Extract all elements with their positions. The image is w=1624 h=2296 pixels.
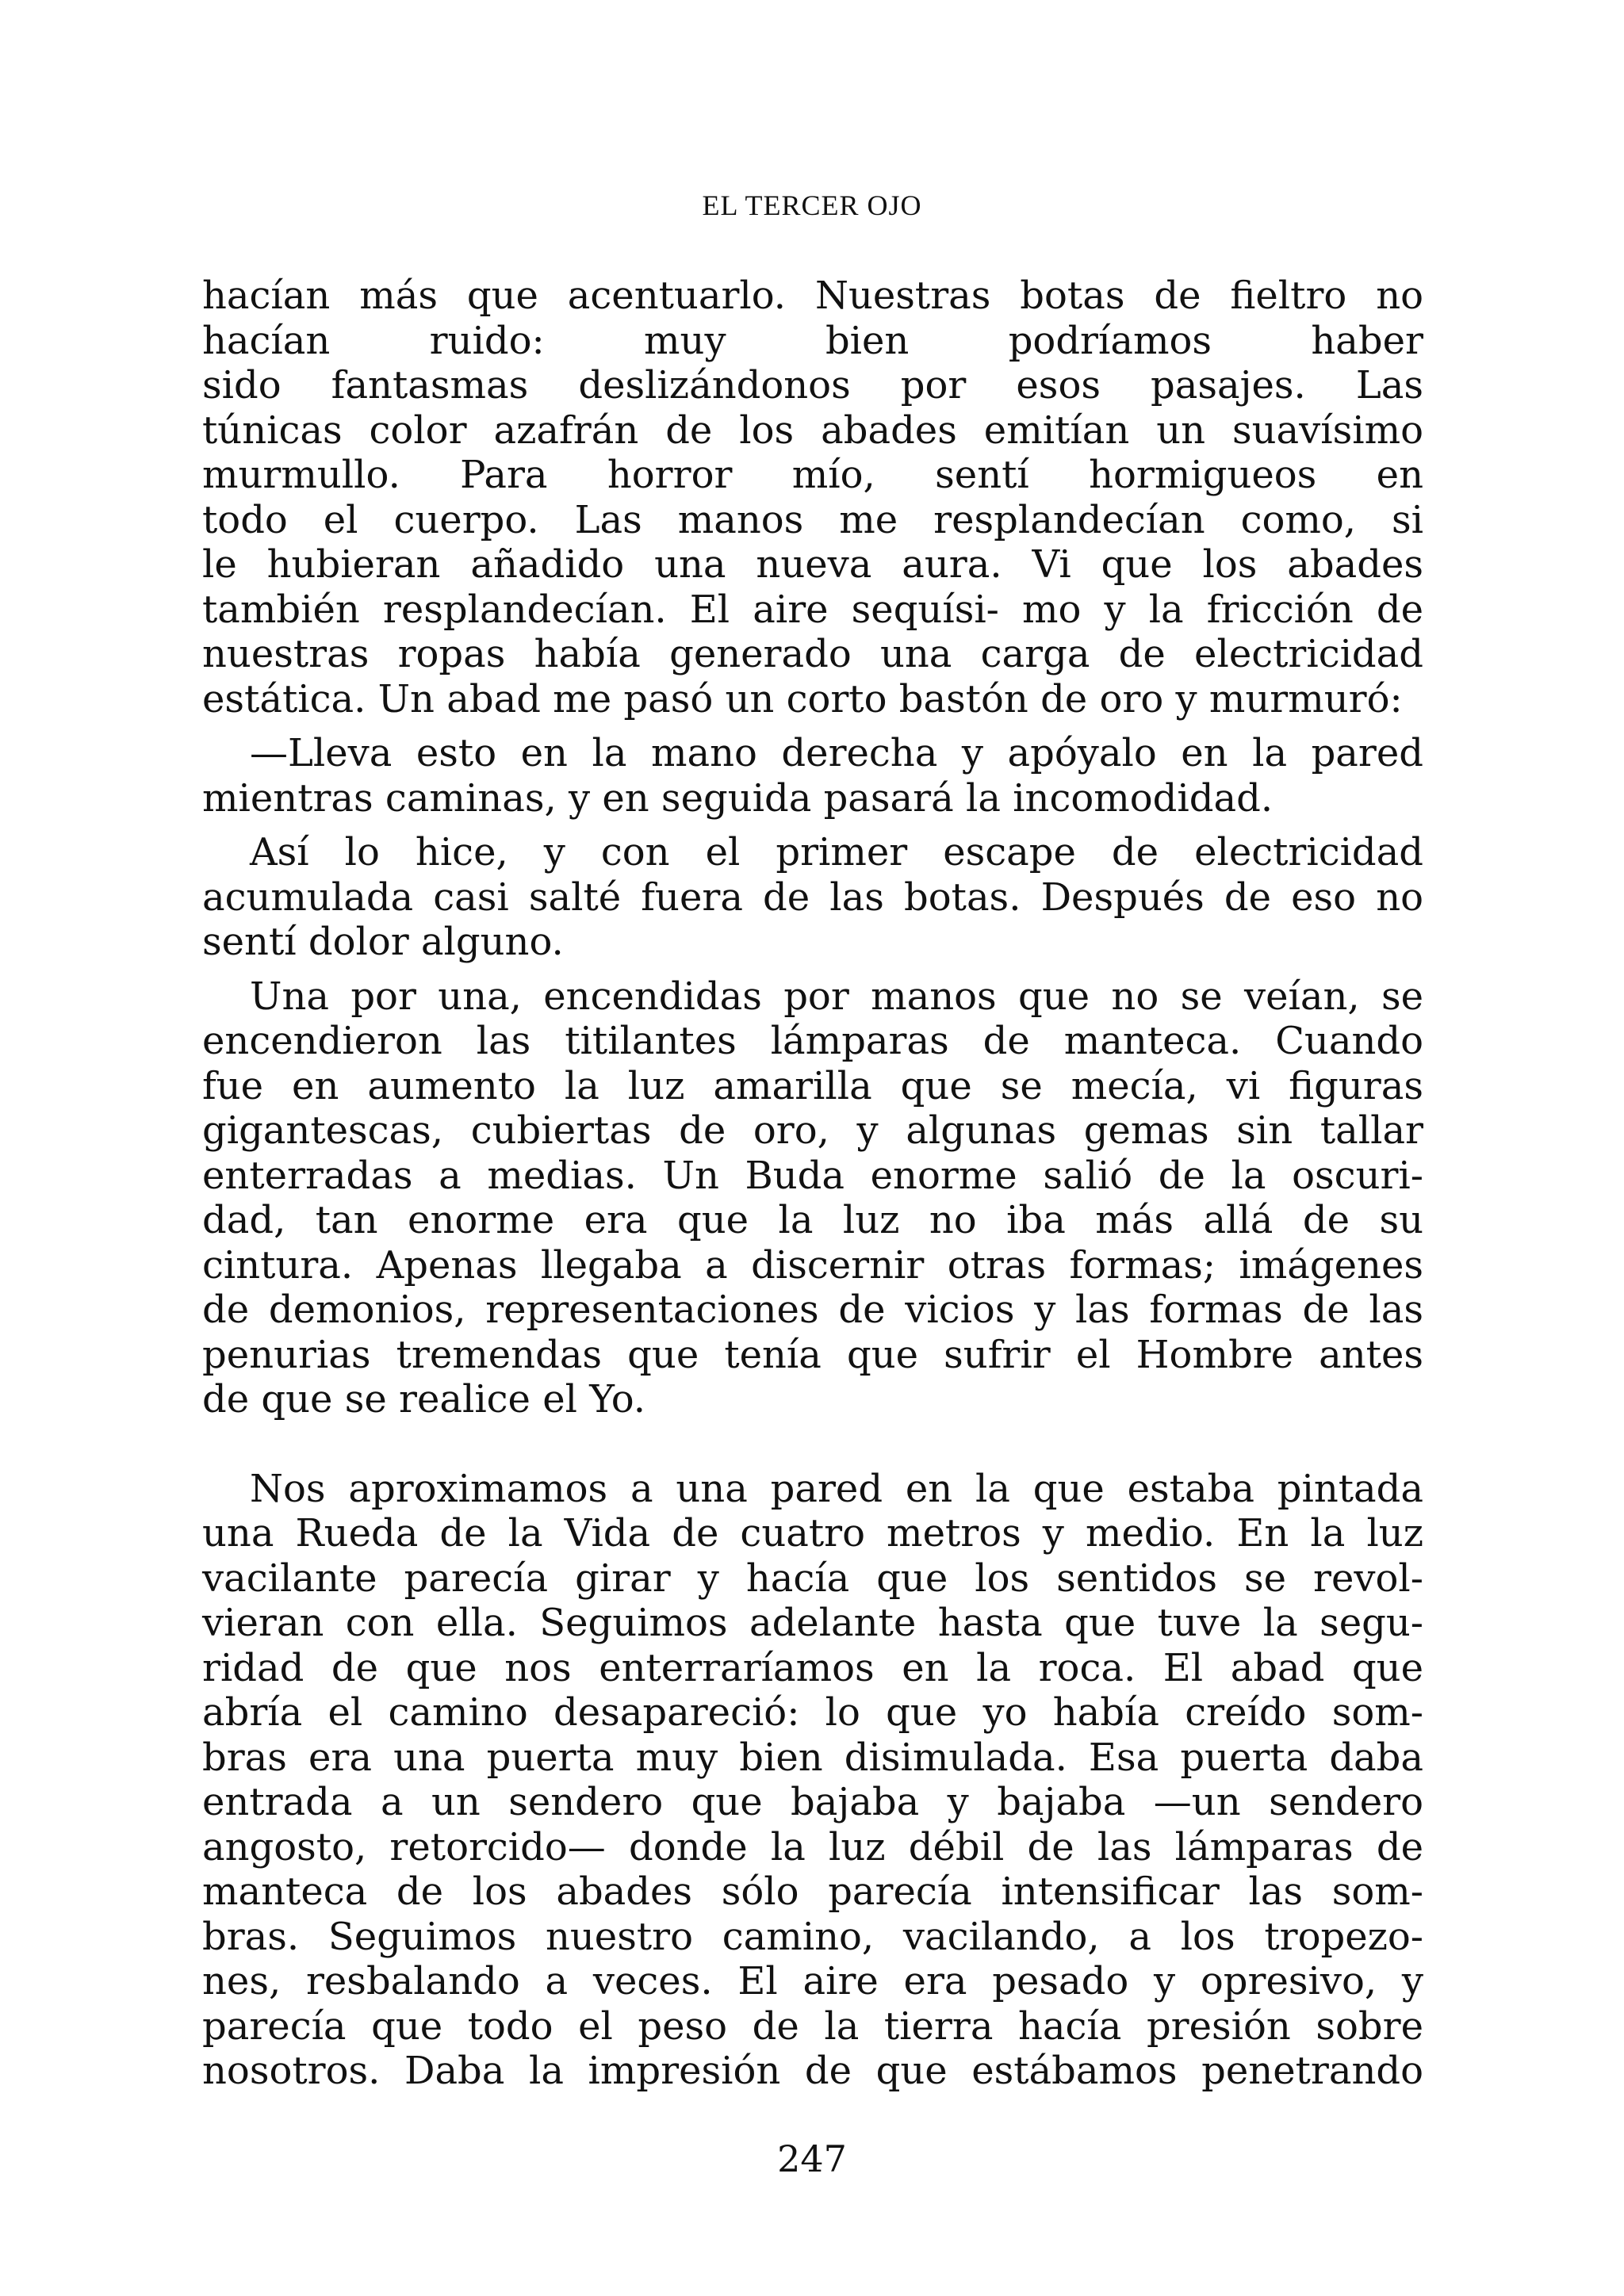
text-line: mientras caminas, y en seguida pasará la incomodidad. [202, 775, 1274, 821]
text-line: encendieron las titilantes lámparas de manteca. Cuando [202, 1019, 1423, 1063]
paragraph [202, 274, 1423, 721]
text-line: fue en aumento la luz amarilla que se mecía, vi figuras [202, 1063, 1423, 1108]
paragraph [202, 974, 1423, 1422]
text-line: nes, resbalando a veces. El aire era pesado y opresivo, y [202, 1959, 1423, 2003]
paragraph [202, 731, 1423, 821]
text-line: abría el camino desapareció: lo que yo había creído som- [202, 1690, 1423, 1735]
text-line: Nos aproximamos a una pared en la que estaba pintada [250, 1466, 1423, 1511]
text-line: bras era una puerta muy bien disimulada. Esa puerta daba [202, 1735, 1423, 1780]
text-line: hacían más que acentuarlo. Nuestras botas de fieltro no [202, 274, 1423, 318]
text-line: murmullo. Para horror mío, sentí hormigueos en [202, 453, 1423, 497]
text-line: sido fantasmas deslizándonos por esos pasajes. Las [202, 363, 1423, 408]
text-line: Así lo hice, y con el primer escape de electricidad [250, 830, 1423, 874]
text-line: Una por una, encendidas por manos que no se veían, se [250, 974, 1423, 1019]
text-line: acumulada casi salté fuera de las botas. Después de eso no [202, 874, 1423, 920]
text-line: dad, tan enorme era que la luz no iba más allá de su [202, 1198, 1423, 1242]
text-line: manteca de los abades sólo parecía intensificar las som- [202, 1869, 1423, 1914]
text-line: estática. Un abad me pasó un corto bastón de oro y murmuró: [202, 676, 1403, 721]
text-line: —Lleva esto en la mano derecha y apóyalo en la pared [250, 731, 1423, 775]
text-line: enterradas a medias. Un Buda enorme salió de la oscuri- [202, 1153, 1423, 1198]
text-line: gigantescas, cubiertas de oro, y algunas gemas sin tallar [202, 1108, 1423, 1153]
page-number: 247 [777, 2137, 847, 2180]
text-line: nosotros. Daba la impresión de que estábamos penetrando [202, 2049, 1423, 2093]
text-line: vacilante parecía girar y hacía que los sentidos se revol- [202, 1556, 1423, 1601]
text-line: una Rueda de la Vida de cuatro metros y medio. En la luz [202, 1511, 1423, 1556]
text-line: penurias tremendas que tenía que sufrir el Hombre antes [202, 1332, 1423, 1377]
text-line: sentí dolor alguno. [202, 920, 564, 964]
text-line: vieran con ella. Seguimos adelante hasta que tuve la segu- [202, 1601, 1423, 1645]
text-line: le hubieran añadido una nueva aura. Vi que los abades [202, 542, 1423, 587]
text-line: nuestras ropas había generado una carga de electricidad [202, 632, 1423, 676]
text-line: cintura. Apenas llegaba a discernir otras formas; imágenes [202, 1242, 1423, 1288]
running-header: EL TERCER OJO [702, 189, 922, 221]
text-line: también resplandecían. El aire sequísi- mo y la fricción de [202, 587, 1423, 632]
text-line: angosto, retorcido— donde la luz débil de las lámparas de [202, 1824, 1423, 1869]
text-line: de que se realice el Yo. [202, 1377, 646, 1422]
body-text [202, 274, 1423, 2094]
text-line: bras. Seguimos nuestro camino, vacilando, a los tropezo- [202, 1914, 1423, 1959]
text-line: de demonios, representaciones de vicios y las formas de las [202, 1288, 1423, 1332]
text-line: todo el cuerpo. Las manos me resplandecían como, si [202, 497, 1423, 542]
text-line: entrada a un sendero que bajaba y bajaba —un sendero [202, 1780, 1423, 1824]
text-line: túnicas color azafrán de los abades emitían un suavísimo [202, 408, 1423, 453]
paragraph [202, 1467, 1423, 2094]
text-line: hacían ruido: muy bien podríamos haber [202, 318, 1423, 363]
text-line: ridad de que nos enterraríamos en la roca. El abad que [202, 1645, 1423, 1690]
paragraph [202, 830, 1423, 965]
text-line: parecía que todo el peso de la tierra hacía presión sobre [202, 2003, 1423, 2049]
